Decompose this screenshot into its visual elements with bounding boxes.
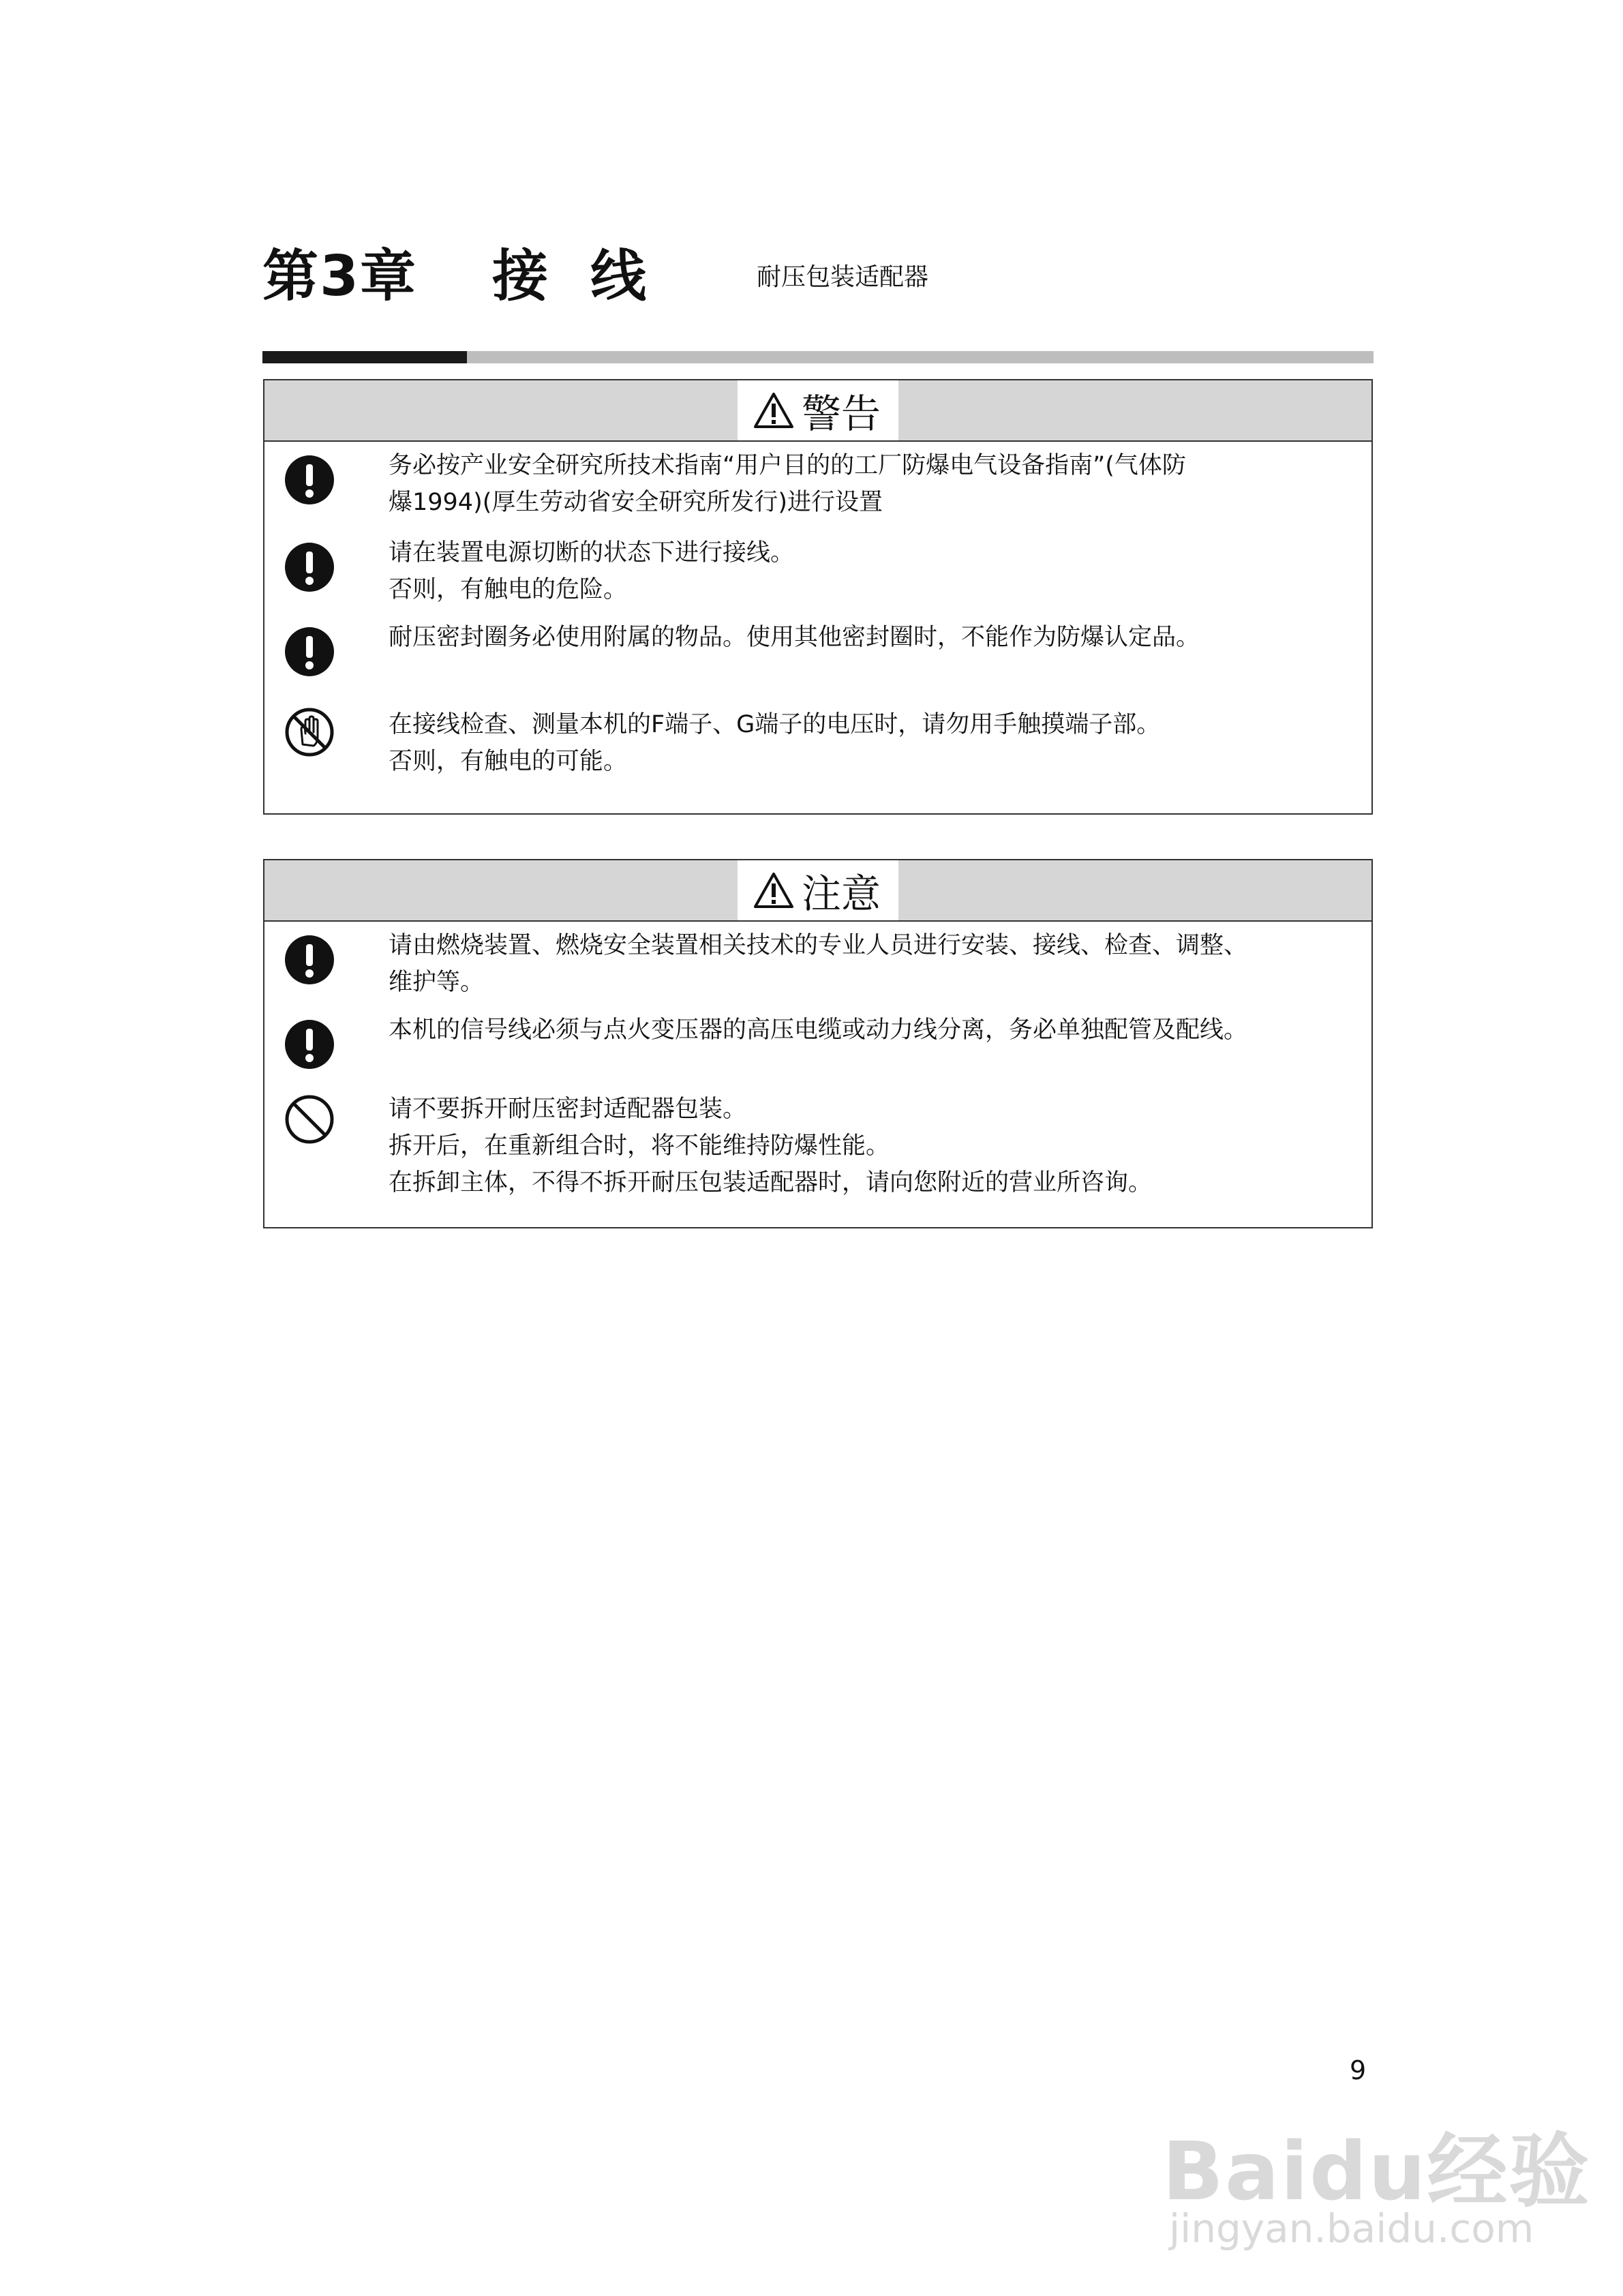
exclamation-icon (284, 934, 335, 986)
chapter-title (262, 232, 648, 312)
caution-item-text (389, 927, 1356, 1001)
warning-item-text (389, 534, 1356, 608)
warning-item-text (389, 706, 1356, 780)
text-line: 在拆卸主体，不得不拆开耐压包装适配器时，请向您附近的营业所咨询。 (389, 1169, 1153, 1196)
warning-item-text (389, 447, 1356, 521)
text-line: 本机的信号线必须与点火变压器的高压电缆或动力线分离，务必单独配管及配线。 (389, 1016, 1248, 1044)
prohibited-icon (284, 1093, 335, 1145)
chapter-title-char-2: 线 (590, 244, 648, 309)
warning-triangle-icon (753, 871, 795, 909)
chapter-header (262, 232, 1387, 314)
watermark-url: jingyan.baidu.com (1169, 2205, 1534, 2252)
caution-heading: 注意 (801, 871, 881, 917)
text-line: 拆开后，在重新组合时，将不能维持防爆性能。 (389, 1132, 890, 1160)
text-line: 务必按产业安全研究所技术指南“用户目的的工厂防爆电气设备指南”(气体防 (389, 452, 1186, 479)
chapter-subtitle: 耐压包装适配器 (757, 263, 929, 291)
caution-item-text (389, 1091, 1356, 1201)
exclamation-icon (284, 454, 335, 506)
chapter-rule (262, 351, 1374, 363)
text-line: 否则，有触电的可能。 (389, 748, 628, 775)
warning-label (738, 380, 898, 440)
text-line: 维护等。 (389, 969, 485, 996)
text-line: 请不要拆开耐压密封适配器包装。 (389, 1096, 747, 1123)
caution-box-header (264, 860, 1371, 922)
text-line: 请在装置电源切断的状态下进行接线。 (389, 539, 795, 567)
watermark (1162, 2059, 1591, 2263)
warning-item-text (389, 619, 1356, 656)
text-line: 耐压密封圈务必使用附属的物品。使用其他密封圈时，不能作为防爆认定品。 (389, 624, 1200, 651)
warning-heading: 警告 (801, 391, 881, 437)
chapter-title-char-1: 接 (492, 244, 550, 309)
rule-light-segment (467, 351, 1374, 363)
exclamation-icon (284, 1018, 335, 1070)
rule-dark-segment (262, 351, 467, 363)
text-line: 否则，有触电的危险。 (389, 576, 628, 603)
chapter-number: 第3章 (262, 244, 418, 309)
watermark-brand: Baidu经验 (1162, 2124, 1591, 2218)
text-line: 在接线检查、测量本机的F端子、G端子的电压时，请勿用手触摸端子部。 (389, 711, 1161, 738)
warning-box (263, 379, 1373, 815)
warning-triangle-icon (753, 391, 795, 429)
caution-item-text (389, 1012, 1356, 1048)
caution-label (738, 860, 898, 920)
text-line: 请由燃烧装置、燃烧安全装置相关技术的专业人员进行安装、接线、检查、调整、 (389, 932, 1248, 959)
text-line: 爆1994)(厚生劳动省安全研究所发行)进行设置 (389, 489, 883, 516)
no-touch-icon (284, 706, 335, 758)
exclamation-icon (284, 541, 335, 593)
exclamation-icon (284, 626, 335, 678)
page-number: 9 (1350, 2055, 1367, 2085)
caution-box (263, 859, 1373, 1228)
warning-box-header (264, 380, 1371, 442)
